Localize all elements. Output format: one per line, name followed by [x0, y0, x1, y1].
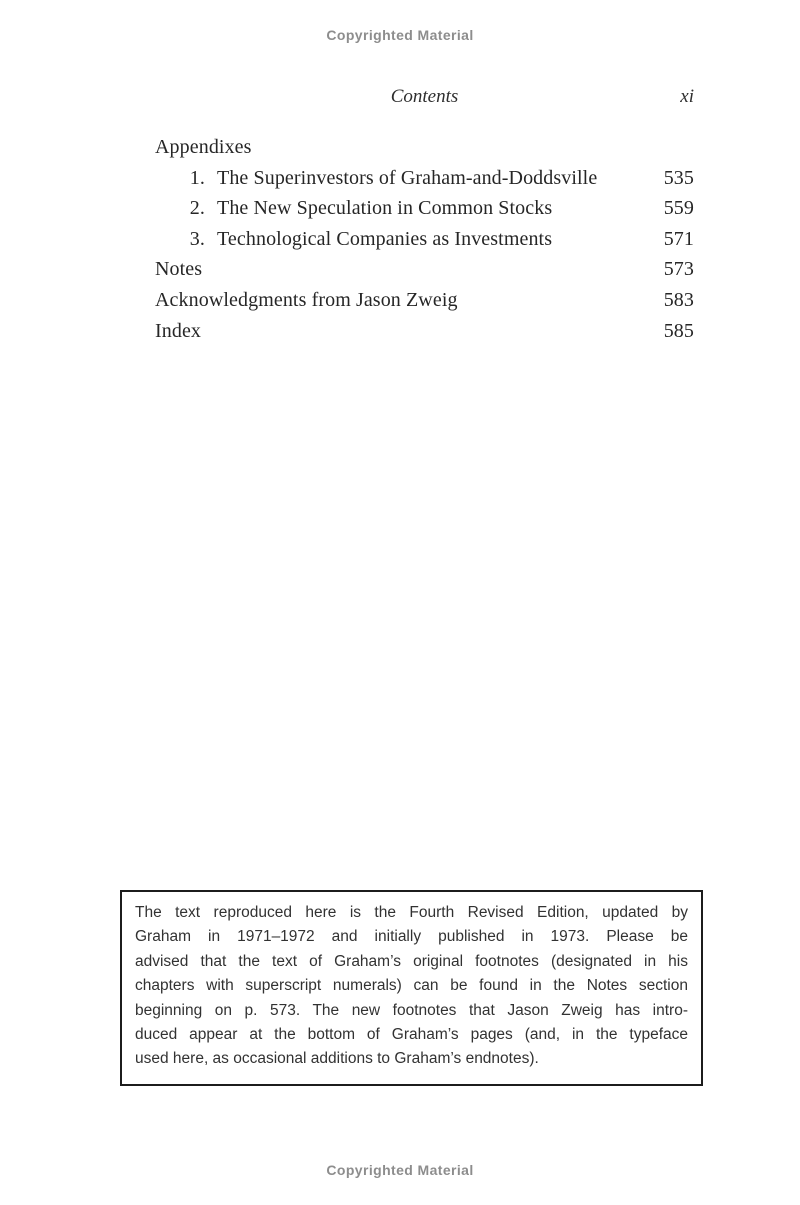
toc-section-heading-row: [155, 132, 694, 163]
note-line: chapters with superscript numerals) can be found in the Notes section: [135, 977, 688, 995]
page-title: Contents: [390, 86, 459, 107]
note-line: beginning on p. 573. The new footnotes that Jason Zweig has intro-: [135, 1001, 688, 1019]
copyright-watermark-bottom: Copyrighted Material: [326, 1162, 474, 1178]
toc-item-label: Technological Companies as Investments: [217, 227, 553, 250]
toc-item-number: 1.: [189, 166, 205, 189]
toc-entry-page: 573: [663, 258, 694, 281]
toc-item-page: 535: [663, 166, 694, 189]
toc-item-page: 571: [663, 227, 694, 250]
toc-row: [155, 316, 694, 347]
note-line: used here, as occasional additions to Graham’s endnotes).: [135, 1050, 539, 1068]
toc-item-label: The New Speculation in Common Stocks: [217, 197, 553, 220]
note-line: duced appear at the bottom of Graham’s pages (and, in the typeface: [135, 1026, 688, 1044]
toc-row: [155, 285, 694, 316]
toc-entry-page: 585: [663, 319, 694, 342]
edition-note-box: [120, 890, 703, 1086]
toc-row: [155, 193, 694, 224]
toc-row: [155, 224, 694, 255]
toc-entry-label: Acknowledgments from Jason Zweig: [155, 288, 458, 311]
running-head: [155, 86, 694, 110]
toc-item-page: 559: [663, 197, 694, 220]
folio-page-number: xi: [680, 86, 694, 107]
note-line: Graham in 1971–1972 and initially published in 1973. Please be: [135, 928, 688, 946]
copyright-watermark-top: Copyrighted Material: [326, 27, 474, 43]
toc-item-number: 3.: [189, 227, 205, 250]
toc-row: [155, 163, 694, 194]
note-line: advised that the text of Graham’s original footnotes (designated in his: [135, 952, 688, 970]
toc-section-heading: Appendixes: [155, 136, 252, 158]
toc-entry-label: Index: [155, 319, 202, 342]
toc-item-label: The Superinvestors of Graham-and-Doddsville: [217, 166, 598, 189]
note-line: The text reproduced here is the Fourth Revised Edition, updated by: [135, 904, 688, 921]
table-of-contents: [155, 132, 694, 346]
toc-row: [155, 254, 694, 285]
toc-entry-label: Notes: [155, 258, 203, 281]
toc-entry-page: 583: [663, 288, 694, 311]
toc-item-number: 2.: [189, 197, 205, 220]
